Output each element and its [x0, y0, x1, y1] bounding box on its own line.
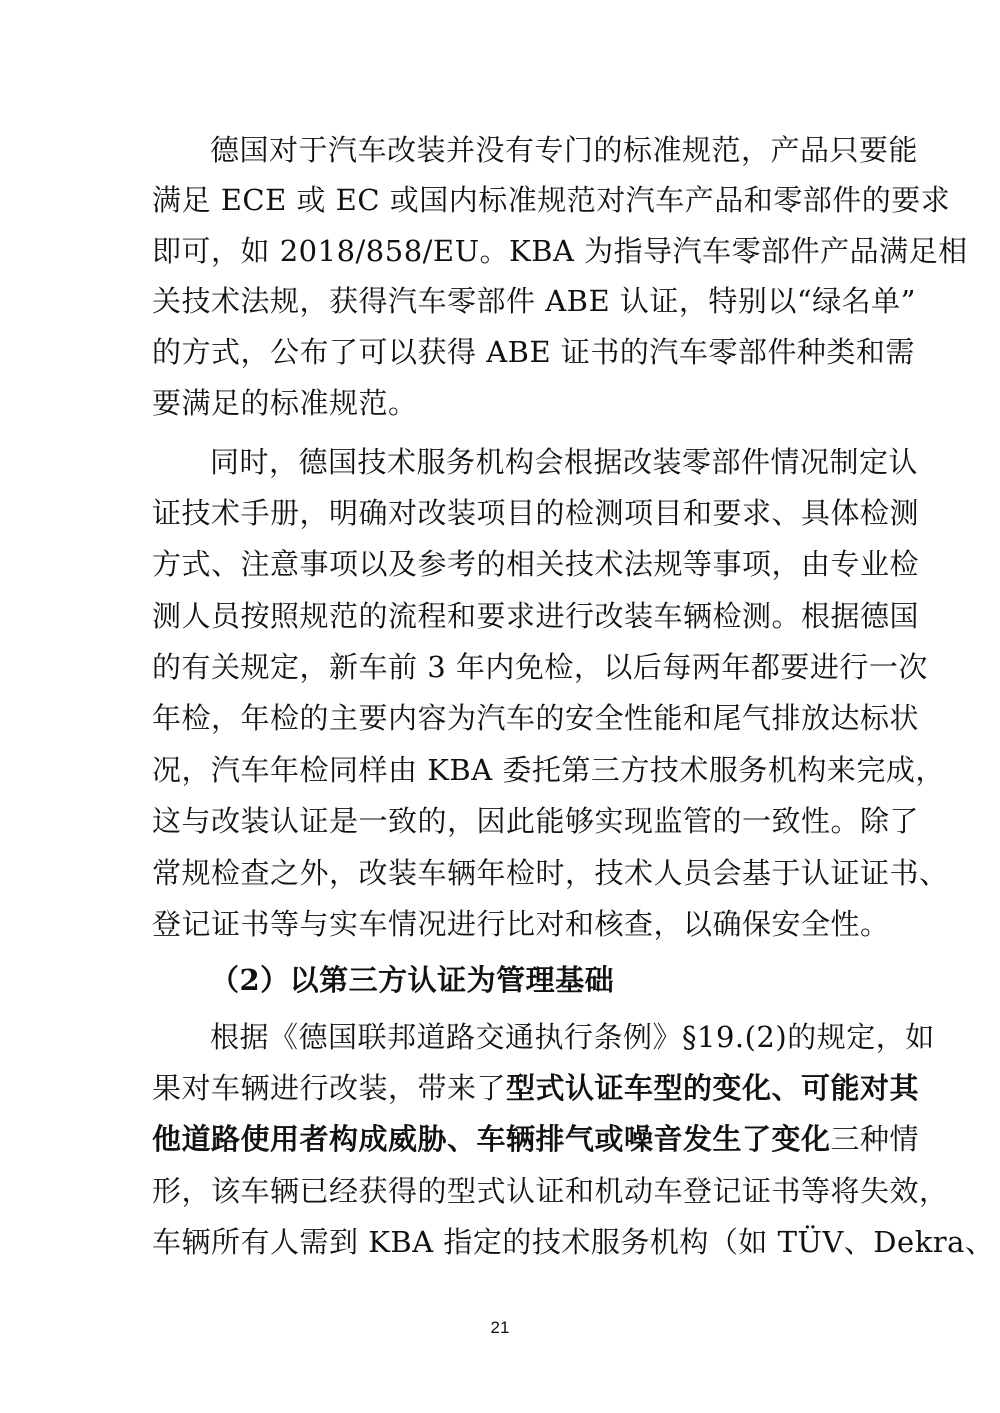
paragraph-2-line-5: 的有关规定，新车前 3 年内免检，以后每两年都要进行一次: [152, 650, 928, 684]
paragraph-2-line-2: 证技术手册，明确对改装项目的检测项目和要求、具体检测: [152, 496, 920, 530]
paragraph-2-line-6: 年检，年检的主要内容为汽车的安全性能和尾气排放达标状: [152, 701, 920, 735]
paragraph-2-line-9: 常规检查之外，改装车辆年检时，技术人员会基于认证证书、: [152, 856, 949, 890]
paragraph-1-line-1: 德国对于汽车改装并没有专门的标准规范，产品只要能: [210, 133, 919, 167]
paragraph-3-line-5: 车辆所有人需到 KBA 指定的技术服务机构（如 TÜV、Dekra、: [152, 1225, 995, 1259]
paragraph-3-line-2: [152, 1066, 920, 1110]
paragraph-3-line-1: 根据《德国联邦道路交通执行条例》§19.(2)的规定，如: [210, 1020, 935, 1054]
paragraph-1-line-2: 满足 ECE 或 EC 或国内标准规范对汽车产品和零部件的要求: [152, 183, 951, 217]
paragraph-2-line-10: 登记证书等与实车情况进行比对和核查，以确保安全性。: [152, 907, 890, 941]
paragraph-3-line-3-normal-text: 三种情: [830, 1122, 920, 1156]
paragraph-1-line-4: 关技术法规，获得汽车零部件 ABE 认证，特别以“绿名单”: [152, 284, 917, 318]
paragraph-2-line-4: 测人员按照规范的流程和要求进行改装车辆检测。根据德国: [152, 599, 920, 633]
paragraph-1-line-3: 即可，如 2018/858/EU。KBA 为指导汽车零部件产品满足相: [152, 234, 968, 268]
paragraph-2-line-7: 况，汽车年检同样由 KBA 委托第三方技术服务机构来完成，: [152, 753, 945, 787]
paragraph-3-line-4: 形，该车辆已经获得的型式认证和机动车登记证书等将失效，: [152, 1174, 949, 1208]
paragraph-2-line-8: 这与改装认证是一致的，因此能够实现监管的一致性。除了: [152, 804, 920, 838]
paragraph-3-line-3: [152, 1117, 920, 1161]
paragraph-1-line-5: 的方式，公布了可以获得 ABE 证书的汽车零部件种类和需: [152, 335, 915, 369]
paragraph-3-line-2-normal-text: 果对车辆进行改装，带来了: [152, 1071, 507, 1105]
section-heading: （2）以第三方认证为管理基础: [210, 963, 615, 997]
page-number: 21: [490, 1318, 510, 1337]
paragraph-2-line-1: 同时，德国技术服务机构会根据改装零部件情况制定认: [210, 445, 919, 479]
paragraph-1-line-6: 要满足的标准规范。: [152, 386, 418, 420]
paragraph-3-line-3-bold-text: 他道路使用者构成威胁、车辆排气或噪音发生了变化: [152, 1122, 831, 1156]
paragraph-2-line-3: 方式、注意事项以及参考的相关技术法规等事项，由专业检: [152, 547, 920, 581]
paragraph-3-line-2-bold-text: 型式认证车型的变化、可能对其: [506, 1071, 920, 1105]
